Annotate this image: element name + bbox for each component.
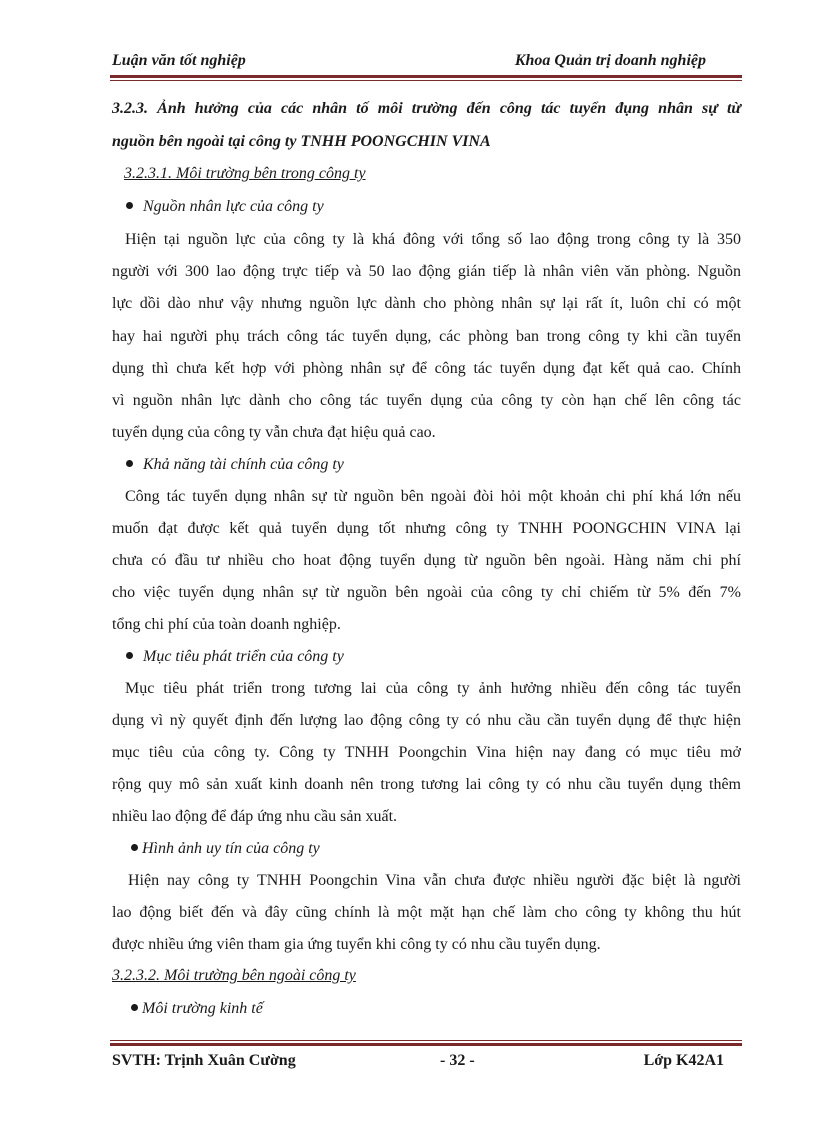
bullet-financial-capacity — [126, 456, 344, 474]
bullet-label: Nguồn nhân lực của công ty — [143, 198, 324, 215]
bullet-dot-icon — [126, 652, 133, 659]
paragraph-line: cho việc tuyển dụng nhân sự từ nguồn bên ngoài của công ty chỉ chiếm từ 5% đến 7% — [112, 584, 741, 601]
footer-rule-thin — [110, 1040, 742, 1041]
paragraph-line: chưa có đầu tư nhiều cho hoat động tuyển dụng từ nguồn bên ngoài. Hàng năm chi phí — [112, 552, 741, 569]
paragraph-line: Hiện tại nguồn lực của công ty là khá đông với tổng số lao động trong công ty là 350 — [125, 231, 741, 248]
bullet-label: Hình ảnh uy tín của công ty — [142, 840, 320, 857]
bullet-company-image — [131, 840, 320, 858]
bullet-human-resources — [126, 198, 324, 216]
bullet-dot-icon — [126, 460, 133, 467]
paragraph-line: hay hai người phụ trách công tác tuyển dụng, các phòng ban trong công ty khi cần tuyển — [112, 328, 741, 345]
bullet-dot-icon — [126, 202, 133, 209]
header-left-title: Luận văn tốt nghiệp — [112, 52, 246, 69]
paragraph-line: Mục tiêu phát triển trong tương lai của công ty ảnh hưởng nhiều đến công tác tuyển — [125, 680, 741, 697]
section-title-line-1: 3.2.3. Ảnh hưởng của các nhân tố môi trường đến công tác tuyển đụng nhân sự từ — [112, 100, 741, 117]
footer-class: Lớp K42A1 — [643, 1052, 724, 1069]
paragraph-line: lao động biết đến và đây cũng chính là một mặt hạn chế làm cho công ty không thu hút — [112, 904, 741, 921]
footer-page-number: - 32 - — [440, 1052, 475, 1069]
paragraph-line: vì nguồn nhân lực dành cho công tác tuyển dụng của công ty còn hạn chế lên công tác — [112, 392, 741, 409]
paragraph-line: Hiện nay công ty TNHH Poongchin Vina vẫn chưa được nhiều người đặc biệt là người — [128, 872, 741, 889]
paragraph-line: Công tác tuyển dụng nhân sự từ nguồn bên ngoài đòi hỏi một khoản chi phí khá lớn nếu — [125, 488, 741, 505]
paragraph-line: dụng thì chưa kết hợp với phòng nhân sự để công tác tuyển dụng đạt kết quả cao. Chính — [112, 360, 741, 377]
footer-rule-thick — [110, 1043, 742, 1046]
header-rule-thin — [110, 80, 742, 81]
bullet-label: Khả năng tài chính của công ty — [143, 456, 344, 473]
paragraph-line: nhiều lao động để đáp ứng nhu cầu sản xuất. — [112, 808, 398, 825]
section-title-line-2: nguồn bên ngoài tại công ty TNHH POONGCHIN VINA — [112, 133, 491, 150]
paragraph-line: rộng quy mô sản xuất kinh doanh nên trong tương lai công ty có nhu cầu tuyển dụng thêm — [112, 776, 741, 793]
bullet-dot-icon — [131, 1004, 138, 1011]
footer-author: SVTH: Trịnh Xuân Cường — [112, 1052, 296, 1069]
paragraph-line: muốn đạt được kết quả tuyển dụng tốt nhưng công ty TNHH POONGCHIN VINA lại — [112, 520, 741, 537]
paragraph-line: tuyển dụng của công ty vẫn chưa đạt hiệu quả cao. — [112, 424, 436, 441]
bullet-label: Mục tiêu phát triển của công ty — [143, 648, 344, 665]
paragraph-line: lực dồi dào như vậy nhưng nguồn lực dành cho phòng nhân sự lại rất ít, luôn chỉ có một — [112, 295, 741, 312]
header-right-title: Khoa Quản trị doanh nghiệp — [514, 52, 706, 69]
bullet-development-goals — [126, 648, 344, 666]
paragraph-line: người với 300 lao động trực tiếp và 50 lao động gián tiếp là nhân viên văn phòng. Nguồn — [112, 263, 741, 280]
header-rule-thick — [110, 75, 742, 78]
paragraph-line: được nhiều ứng viên tham gia ứng tuyển khi công ty có nhu cầu tuyển dụng. — [112, 936, 601, 953]
bullet-dot-icon — [131, 844, 138, 851]
paragraph-line: tổng chi phí của toàn doanh nghiệp. — [112, 616, 341, 633]
subsection-title-internal: 3.2.3.1. Môi trường bên trong công ty — [124, 165, 366, 182]
subsection-title-external: 3.2.3.2. Môi trường bên ngoài công ty — [112, 967, 356, 984]
bullet-label: Môi trường kinh tế — [142, 1000, 263, 1017]
bullet-economic-environment — [131, 1000, 263, 1018]
paragraph-line: mục tiêu của công ty. Công ty TNHH Poongchin Vina hiện nay đang có mục tiêu mở — [112, 744, 741, 761]
paragraph-line: dụng vì nỳ quyết định đến lượng lao động công ty có nhu cầu cần tuyển dụng để thực hiện — [112, 712, 741, 729]
